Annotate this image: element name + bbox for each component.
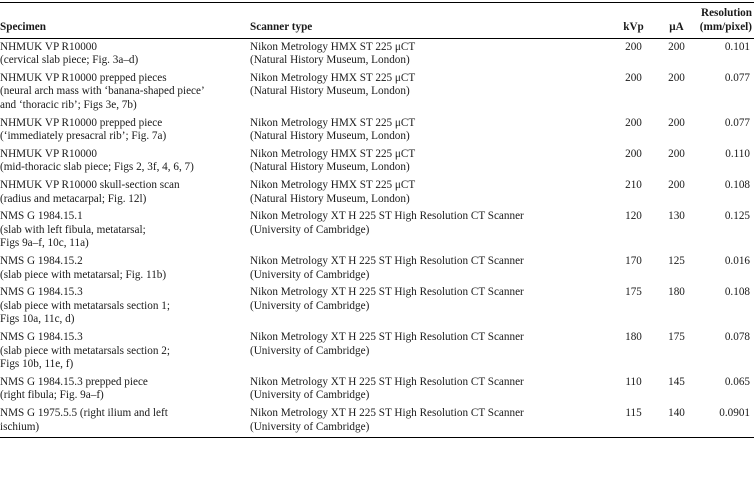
resolution-cell: 0.110 (725, 147, 750, 160)
scanner-cell-line: (Natural History Museum, London) (250, 192, 410, 205)
kvp-cell: 200 (625, 71, 642, 84)
microamps-cell: 200 (668, 147, 685, 160)
scanner-cell-line: Nikon Metrology HMX ST 225 μCT (250, 71, 416, 84)
specimen-cell-line: Figs 10a, 11c, d) (0, 313, 75, 326)
microamps-cell: 200 (668, 116, 685, 129)
resolution-cell: 0.108 (724, 179, 750, 192)
scanner-cell-line: (University of Cambridge) (250, 344, 370, 357)
header-kvp: kVp (612, 3, 655, 39)
scanner-cell-line: (Natural History Museum, London) (250, 161, 410, 174)
resolution-cell: 0.077 (724, 71, 750, 84)
specimen-cell-line: ischium) (0, 420, 40, 433)
table-row (0, 146, 754, 177)
kvp-cell: 210 (625, 179, 642, 192)
scanner-cell (250, 405, 612, 437)
scanner-cell-line: Nikon Metrology XT H 225 ST High Resolution CT Scanner (250, 255, 524, 267)
kvp-cell: 175 (625, 286, 642, 299)
specimen-cell-line: NMS G 1975.5.5 (right ilium and left (0, 406, 168, 419)
microamps-cell: 145 (668, 375, 685, 388)
specimen-cell-line: (cervical slab piece; Fig. 3a–d) (0, 54, 139, 67)
microamps-cell: 180 (668, 286, 685, 299)
table-row (0, 115, 754, 146)
scanner-cell-line: (Natural History Museum, London) (250, 54, 410, 67)
specimen-cell (0, 405, 250, 437)
specimen-cell-line: (mid-thoracic slab piece; Figs 2, 3f, 4, 6, 7) (0, 161, 194, 174)
scanner-cell-line: (Natural History Museum, London) (250, 130, 410, 143)
scanner-cell (250, 254, 612, 285)
specimen-cell (0, 329, 250, 374)
specimen-cell-line: Figs 10b, 11e, f) (0, 358, 74, 371)
scanner-cell (250, 329, 612, 374)
microamps-cell: 175 (668, 330, 685, 343)
scan-parameters-table (0, 2, 754, 438)
scanner-cell (250, 285, 612, 330)
header-resolution-line-1: Resolution (701, 7, 752, 19)
table-row (0, 178, 754, 209)
specimen-cell-line: NMS G 1984.15.3 (0, 330, 83, 343)
microamps-cell: 125 (668, 255, 685, 267)
microamps-cell: 200 (668, 40, 685, 53)
specimen-cell-line: NHMUK VP R10000 prepped pieces (0, 71, 167, 84)
scanner-cell (250, 178, 612, 209)
scanner-cell-line: Nikon Metrology HMX ST 225 μCT (250, 40, 416, 53)
kvp-cell: 115 (612, 405, 655, 437)
specimen-cell-line: (slab piece with metatarsals section 1; (0, 299, 170, 312)
specimen-cell-line: and ‘thoracic rib’; Figs 3e, 7b) (0, 99, 137, 112)
header-resolution (698, 3, 754, 39)
specimen-cell-line: Figs 9a–f, 10c, 11a) (0, 237, 89, 250)
scanner-cell-line: Nikon Metrology XT H 225 ST High Resolution CT Scanner (250, 286, 524, 299)
resolution-cell: 0.125 (724, 210, 750, 223)
table-row (0, 70, 754, 115)
specimen-cell-line: NHMUK VP R10000 prepped piece (0, 116, 163, 129)
scanner-cell-line: Nikon Metrology HMX ST 225 μCT (250, 147, 416, 160)
specimen-cell-line: NHMUK VP R10000 (0, 147, 97, 160)
specimen-cell-line: NHMUK VP R10000 skull-section scan (0, 179, 180, 192)
specimen-cell (0, 39, 250, 71)
resolution-cell: 0.0901 (698, 405, 754, 437)
kvp-cell: 110 (625, 375, 642, 388)
header-resolution-line-2: (mm/pixel) (699, 20, 752, 33)
scanner-cell (250, 146, 612, 177)
scanner-cell-line: Nikon Metrology HMX ST 225 μCT (250, 116, 416, 129)
kvp-cell: 200 (625, 116, 642, 129)
scanner-cell (250, 70, 612, 115)
specimen-cell (0, 209, 250, 254)
scanner-cell-line: Nikon Metrology XT H 225 ST High Resolution CT Scanner (250, 375, 524, 388)
scanner-cell-line: (University of Cambridge) (250, 389, 370, 402)
header-specimen: Specimen (0, 3, 250, 39)
specimen-cell-line: (neural arch mass with ‘banana-shaped piece’ (0, 85, 205, 98)
specimen-cell-line: NMS G 1984.15.2 (0, 255, 83, 267)
specimen-cell (0, 146, 250, 177)
resolution-cell: 0.065 (724, 375, 750, 388)
specimen-cell-line: (‘immediately presacral rib’; Fig. 7a) (0, 130, 167, 143)
scanner-cell (250, 115, 612, 146)
specimen-cell (0, 115, 250, 146)
header-scanner-type: Scanner type (250, 3, 612, 39)
table-header (0, 3, 754, 39)
kvp-cell: 200 (625, 147, 642, 160)
microamps-cell: 140 (655, 405, 698, 437)
scanner-cell (250, 39, 612, 71)
specimen-cell-line: (slab piece with metatarsal; Fig. 11b) (0, 268, 167, 281)
resolution-cell: 0.016 (724, 255, 750, 267)
specimen-cell-line: NMS G 1984.15.3 (0, 286, 83, 299)
specimen-cell-line: NMS G 1984.15.1 (0, 210, 83, 223)
specimen-cell (0, 70, 250, 115)
scanner-cell-line: Nikon Metrology XT H 225 ST High Resolution CT Scanner (250, 406, 524, 419)
resolution-cell: 0.078 (724, 330, 750, 343)
specimen-cell (0, 254, 250, 285)
specimen-cell (0, 285, 250, 330)
resolution-cell: 0.077 (724, 116, 750, 129)
scanner-cell-line: (University of Cambridge) (250, 268, 370, 281)
scanner-cell (250, 209, 612, 254)
scanner-cell-line: Nikon Metrology XT H 225 ST High Resolution CT Scanner (250, 210, 524, 223)
specimen-cell (0, 178, 250, 209)
scanner-cell-line: (University of Cambridge) (250, 223, 370, 236)
resolution-cell: 0.101 (724, 40, 750, 53)
microamps-cell: 200 (668, 179, 685, 192)
kvp-cell: 180 (625, 330, 642, 343)
table-row (0, 39, 754, 71)
table-row (0, 285, 754, 330)
scanner-cell-line: (University of Cambridge) (250, 299, 370, 312)
table-row (0, 254, 754, 285)
scanner-cell (250, 374, 612, 405)
table-row (0, 374, 754, 405)
kvp-cell: 170 (625, 255, 642, 267)
header-microamps: μA (655, 3, 698, 39)
kvp-cell: 200 (625, 40, 642, 53)
table-body (0, 39, 754, 437)
specimen-cell-line: NMS G 1984.15.3 prepped piece (0, 375, 148, 388)
table-row (0, 405, 754, 437)
microamps-cell: 130 (668, 210, 685, 223)
specimen-cell-line: NHMUK VP R10000 (0, 40, 97, 53)
specimen-cell-line: (radius and metacarpal; Fig. 12l) (0, 192, 147, 205)
header-row (0, 3, 754, 39)
specimen-cell-line: (slab piece with metatarsals section 2; (0, 344, 170, 357)
kvp-cell: 120 (625, 210, 642, 223)
resolution-cell: 0.108 (724, 286, 750, 299)
specimen-cell (0, 374, 250, 405)
specimen-cell-line: (slab with left fibula, metatarsal; (0, 223, 146, 236)
scanner-cell-line: Nikon Metrology HMX ST 225 μCT (250, 179, 416, 192)
table-row (0, 329, 754, 374)
table-row (0, 209, 754, 254)
scanner-cell-line: (University of Cambridge) (250, 420, 370, 433)
microamps-cell: 200 (668, 71, 685, 84)
specimen-cell-line: (right fibula; Fig. 9a–f) (0, 389, 104, 402)
scanner-cell-line: (Natural History Museum, London) (250, 85, 410, 98)
scanner-cell-line: Nikon Metrology XT H 225 ST High Resolution CT Scanner (250, 330, 524, 343)
